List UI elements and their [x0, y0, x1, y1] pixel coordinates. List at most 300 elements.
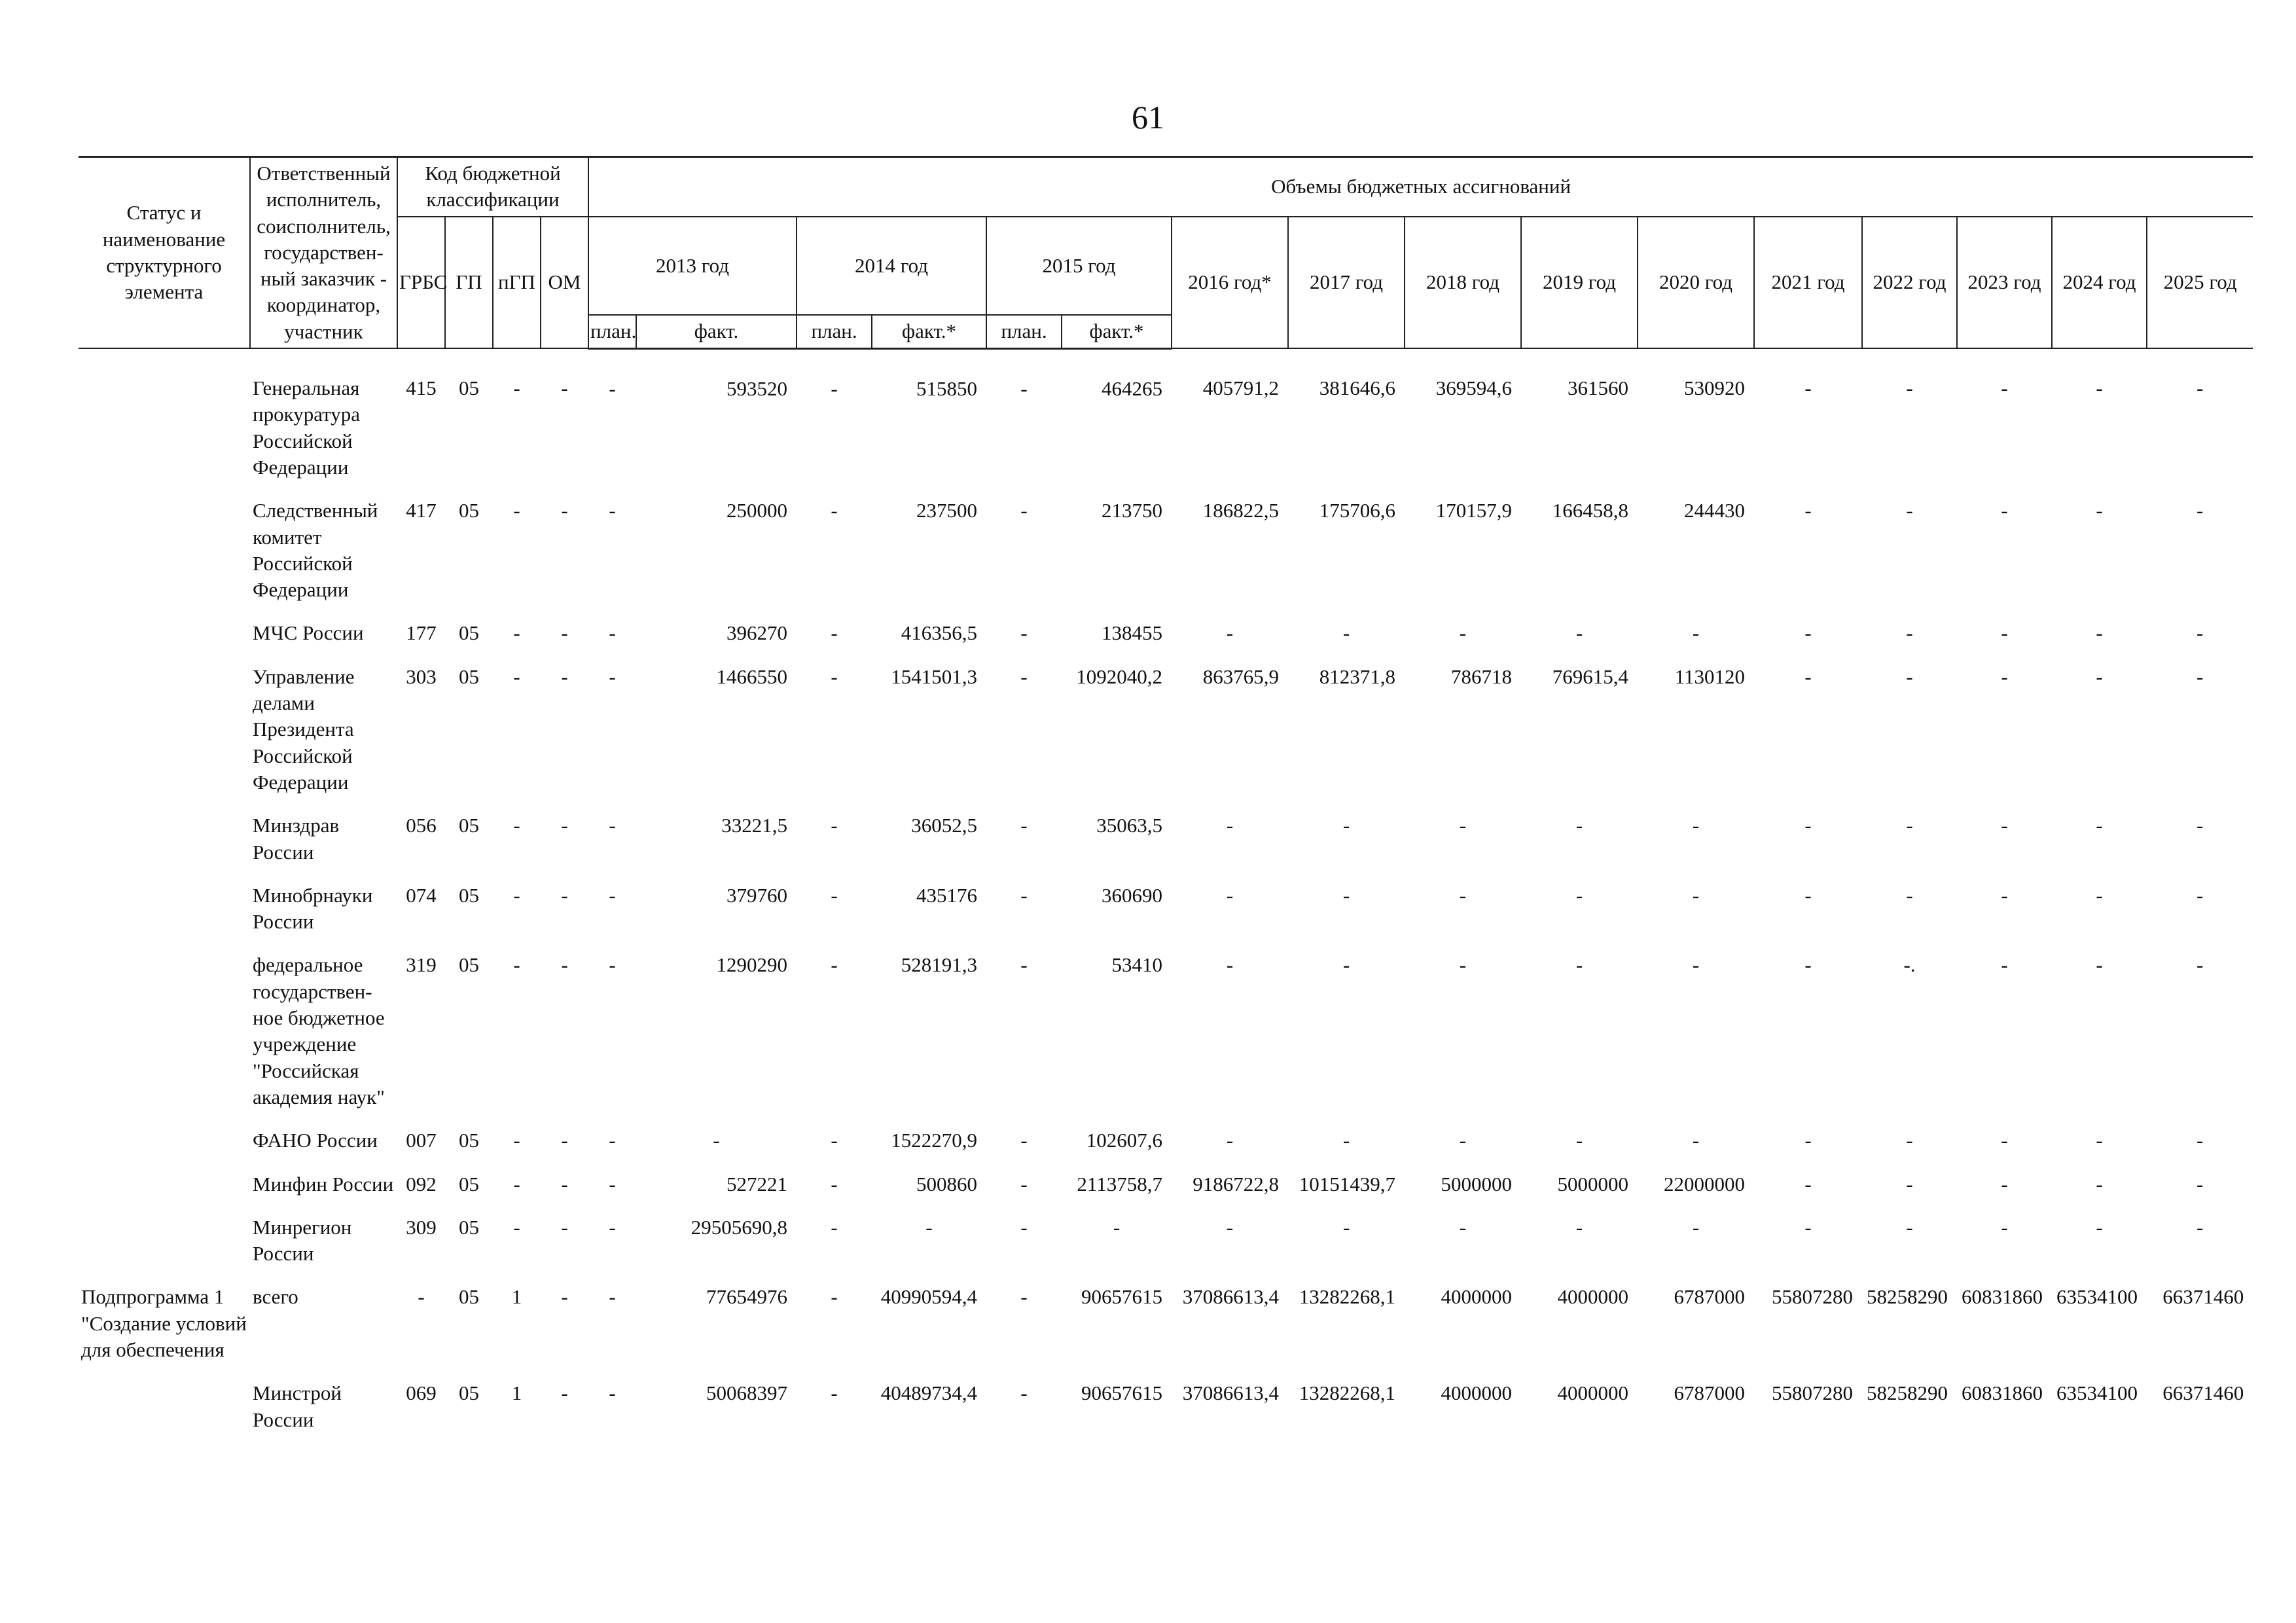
row-cell: -: [1804, 1215, 1812, 1239]
row-cell: -: [1020, 883, 1028, 907]
row-cell: -: [1020, 376, 1028, 400]
row-cell: -: [513, 1129, 520, 1152]
row-cell: 6787000: [1674, 1381, 1746, 1405]
row-cell: 40489734,4: [880, 1381, 978, 1405]
row-cell: 1130120: [1674, 665, 1746, 688]
row-cell: -: [2001, 1215, 2008, 1239]
row-cell: 593520: [726, 376, 788, 400]
header-code-gp: ГП: [445, 217, 493, 348]
row-cell: 515850: [916, 376, 978, 400]
header-code-grbs: ГРБС: [397, 217, 445, 348]
row-executor: всего: [253, 1285, 298, 1309]
row-cell: -: [1804, 376, 1812, 400]
row-cell: 4000000: [1557, 1381, 1629, 1405]
row-cell: -: [1459, 883, 1467, 907]
row-cell: 6787000: [1674, 1285, 1746, 1309]
header-code-group: Код бюджетной классификации: [397, 157, 588, 217]
row-cell: 381646,6: [1319, 376, 1396, 400]
row-cell: -: [1575, 953, 1583, 977]
row-executor: Генеральная прокуратура Российской Федерации: [253, 376, 361, 479]
header-2015-fact: факт.*: [1062, 315, 1172, 348]
header-2015-plan: план.: [986, 315, 1062, 348]
table-row: [79, 488, 2253, 611]
row-cell: -: [1020, 499, 1028, 522]
table-row: [79, 655, 2253, 803]
row-cell: -: [561, 1129, 568, 1152]
row-cell: 416356,5: [901, 621, 978, 645]
row-status: [79, 488, 250, 611]
row-cell: -: [1020, 953, 1028, 977]
row-cell: -: [609, 883, 616, 907]
row-cell: 05: [459, 953, 479, 977]
row-cell: 58258290: [1867, 1285, 1948, 1309]
row-cell: -: [2196, 953, 2204, 977]
row-cell: 05: [459, 1215, 479, 1239]
row-executor: Управление делами Президента Российской Федерации: [253, 665, 355, 793]
row-cell: -: [2001, 665, 2008, 688]
row-status: [79, 1162, 250, 1205]
header-2013-fact: факт.: [636, 315, 797, 348]
row-cell: 66371460: [2162, 1381, 2244, 1405]
row-cell: 812371,8: [1319, 665, 1396, 688]
row-cell: -: [2096, 953, 2103, 977]
row-cell: -: [1575, 883, 1583, 907]
header-year-2023: 2023 год: [1957, 217, 2052, 348]
row-cell: -: [1575, 1215, 1583, 1239]
row-cell: 786718: [1451, 665, 1513, 688]
header-year-2020: 2020 год: [1638, 217, 1754, 348]
row-status: [79, 655, 250, 803]
row-cell: 5000000: [1557, 1172, 1629, 1195]
row-cell: -: [1342, 621, 1350, 645]
row-cell: -: [2196, 814, 2204, 837]
row-cell: 05: [459, 1381, 479, 1405]
row-cell: 2113758,7: [1077, 1172, 1163, 1195]
row-cell: 102607,6: [1086, 1129, 1163, 1152]
row-executor: федеральное государствен-ное бюджетное учреждение "Российская академия наук": [253, 953, 385, 1108]
row-cell: 9186722,8: [1193, 1172, 1280, 1195]
row-cell: -: [561, 1172, 568, 1195]
header-status: Статус и наименование структурного элемента: [79, 157, 250, 349]
row-cell: -: [2096, 665, 2103, 688]
row-cell: 244430: [1684, 499, 1746, 522]
table-row: [79, 1371, 2253, 1441]
row-cell: 056: [406, 814, 437, 837]
row-cell: 319: [406, 953, 437, 977]
row-cell: 05: [459, 499, 479, 522]
row-cell: 007: [406, 1129, 437, 1152]
row-cell: 35063,5: [1096, 814, 1163, 837]
row-cell: 360690: [1102, 883, 1163, 907]
row-cell: -: [513, 953, 520, 977]
row-cell: -: [1692, 1129, 1700, 1152]
row-cell: -: [1342, 814, 1350, 837]
header-2013-plan: план.: [588, 315, 636, 348]
row-cell: -: [1692, 621, 1700, 645]
row-cell: 90657615: [1081, 1381, 1163, 1405]
row-cell: -: [561, 1215, 568, 1239]
row-executor: Минздрав России: [253, 814, 340, 864]
row-cell: -: [1020, 814, 1028, 837]
row-cell: -: [2196, 1215, 2204, 1239]
row-cell: -: [2001, 376, 2008, 400]
row-cell: 36052,5: [911, 814, 978, 837]
row-cell: 5000000: [1441, 1172, 1513, 1195]
row-cell: -: [2096, 1172, 2103, 1195]
row-cell: 37086613,4: [1182, 1285, 1280, 1309]
row-status: Подпрограмма 1 "Создание условий для обеспечения: [81, 1285, 247, 1361]
row-cell: 10151439,7: [1299, 1172, 1396, 1195]
header-year-2019: 2019 год: [1521, 217, 1638, 348]
row-cell: -: [513, 376, 520, 400]
header-code-pgp: пГП: [493, 217, 541, 348]
table-row: [79, 1162, 2253, 1205]
budget-allocation-table: [79, 156, 2253, 1441]
row-cell: -: [831, 883, 838, 907]
row-cell: -: [561, 814, 568, 837]
header-year-2015: 2015 год: [986, 217, 1172, 316]
row-cell: -: [1226, 1215, 1234, 1239]
row-cell: -: [1692, 883, 1700, 907]
header-year-2024: 2024 год: [2052, 217, 2147, 348]
header-year-2016: 2016 год*: [1172, 217, 1288, 348]
row-cell: 213750: [1102, 499, 1163, 522]
row-cell: 361560: [1568, 376, 1629, 400]
row-cell: -: [513, 1172, 520, 1195]
row-cell: 05: [459, 376, 479, 400]
row-cell: 05: [459, 1172, 479, 1195]
row-cell: -: [1804, 1172, 1812, 1195]
row-cell: -: [1804, 621, 1812, 645]
row-cell: -: [1226, 953, 1234, 977]
row-cell: -: [609, 953, 616, 977]
row-cell: -: [609, 814, 616, 837]
row-cell: 177: [406, 621, 437, 645]
row-cell: -: [1020, 665, 1028, 688]
row-cell: -: [561, 376, 568, 400]
row-cell: 435176: [916, 883, 978, 907]
row-cell: -: [513, 1215, 520, 1239]
row-cell: -: [831, 376, 838, 400]
row-cell: -: [1459, 814, 1467, 837]
row-cell: -.: [1903, 953, 1916, 977]
row-cell: -: [2001, 883, 2008, 907]
row-cell: 05: [459, 1285, 479, 1309]
row-cell: 05: [459, 883, 479, 907]
row-cell: -: [513, 499, 520, 522]
row-cell: 63534100: [2056, 1285, 2138, 1309]
row-cell: 77654976: [706, 1285, 788, 1309]
row-cell: -: [418, 1285, 425, 1309]
row-cell: -: [1804, 499, 1812, 522]
row-cell: -: [513, 665, 520, 688]
row-cell: 05: [459, 621, 479, 645]
row-cell: -: [1906, 814, 1913, 837]
row-cell: -: [1113, 1215, 1121, 1239]
row-cell: 1092040,2: [1076, 665, 1163, 688]
row-cell: 13282268,1: [1299, 1381, 1396, 1405]
row-cell: 55807280: [1772, 1381, 1854, 1405]
row-cell: -: [1020, 1172, 1028, 1195]
row-cell: 379760: [726, 883, 788, 907]
row-cell: -: [2096, 883, 2103, 907]
row-cell: -: [1804, 953, 1812, 977]
row-cell: -: [2196, 376, 2204, 400]
row-cell: -: [831, 1172, 838, 1195]
table-row: [79, 943, 2253, 1118]
table-row: [79, 611, 2253, 654]
row-cell: -: [561, 1381, 568, 1405]
row-cell: -: [1459, 621, 1467, 645]
row-cell: -: [609, 1172, 616, 1195]
table-row: [79, 1118, 2253, 1161]
row-executor: Минстрой России: [253, 1381, 342, 1431]
header-executor: Ответственный исполнитель, соисполнитель, государствен-ный заказчик - координатор, участник: [250, 157, 397, 349]
row-cell: -: [561, 499, 568, 522]
table-row: [79, 873, 2253, 943]
row-status: [79, 873, 250, 943]
row-cell: -: [831, 953, 838, 977]
row-cell: 05: [459, 814, 479, 837]
row-cell: 303: [406, 665, 437, 688]
header-2014-fact: факт.*: [872, 315, 986, 348]
header-year-2018: 2018 год: [1405, 217, 1521, 348]
row-cell: 60831860: [1962, 1285, 2043, 1309]
row-cell: -: [831, 814, 838, 837]
row-cell: -: [1459, 1129, 1467, 1152]
header-volumes-group: Объемы бюджетных ассигнований: [588, 157, 2253, 217]
row-cell: -: [2196, 1172, 2204, 1195]
row-cell: -: [1342, 1129, 1350, 1152]
row-cell: -: [1906, 376, 1913, 400]
row-cell: -: [609, 1285, 616, 1309]
row-cell: 58258290: [1867, 1381, 1948, 1405]
row-cell: -: [2096, 499, 2103, 522]
header-2014-plan: план.: [797, 315, 872, 348]
row-cell: -: [2001, 1129, 2008, 1152]
row-cell: -: [609, 376, 616, 400]
row-cell: 417: [406, 499, 437, 522]
row-cell: 250000: [726, 499, 788, 522]
row-cell: -: [1804, 1129, 1812, 1152]
row-cell: 175706,6: [1319, 499, 1396, 522]
row-cell: -: [609, 621, 616, 645]
header-year-2025: 2025 год: [2147, 217, 2253, 348]
row-cell: 415: [406, 376, 437, 400]
row-cell: -: [1906, 1215, 1913, 1239]
row-status: [79, 803, 250, 873]
row-cell: -: [2096, 1215, 2103, 1239]
row-executor: Минфин России: [253, 1172, 394, 1195]
row-cell: -: [1020, 1215, 1028, 1239]
row-executor: Минрегион России: [253, 1215, 352, 1266]
row-cell: -: [609, 1381, 616, 1405]
row-cell: -: [1226, 621, 1234, 645]
row-cell: 13282268,1: [1299, 1285, 1396, 1309]
row-cell: -: [1020, 1129, 1028, 1152]
row-cell: -: [1575, 1129, 1583, 1152]
row-cell: -: [831, 499, 838, 522]
row-cell: -: [1804, 814, 1812, 837]
row-cell: -: [1226, 883, 1234, 907]
row-cell: -: [561, 883, 568, 907]
row-cell: -: [831, 1285, 838, 1309]
row-cell: -: [513, 883, 520, 907]
row-cell: -: [2001, 499, 2008, 522]
row-cell: 464265: [1102, 376, 1163, 400]
row-status: [79, 1371, 250, 1441]
row-cell: -: [1906, 883, 1913, 907]
row-cell: -: [1342, 883, 1350, 907]
row-cell: 1: [511, 1285, 522, 1309]
row-cell: 092: [406, 1172, 437, 1195]
row-cell: -: [609, 499, 616, 522]
row-cell: 138455: [1102, 621, 1163, 645]
table-row: [79, 348, 2253, 488]
row-cell: -: [561, 1285, 568, 1309]
row-cell: -: [513, 814, 520, 837]
row-cell: 074: [406, 883, 437, 907]
row-cell: 55807280: [1772, 1285, 1854, 1309]
row-cell: -: [1342, 953, 1350, 977]
row-cell: -: [1692, 953, 1700, 977]
row-cell: 50068397: [706, 1381, 788, 1405]
row-cell: -: [561, 621, 568, 645]
row-cell: 05: [459, 1129, 479, 1152]
row-cell: 37086613,4: [1182, 1381, 1280, 1405]
row-cell: -: [1575, 814, 1583, 837]
row-cell: -: [831, 1381, 838, 1405]
row-cell: -: [1692, 814, 1700, 837]
row-cell: -: [713, 1129, 720, 1152]
row-cell: 40990594,4: [880, 1285, 978, 1309]
row-cell: -: [2001, 1172, 2008, 1195]
row-cell: 237500: [916, 499, 978, 522]
row-cell: -: [1020, 1285, 1028, 1309]
row-cell: 05: [459, 665, 479, 688]
row-cell: 29505690,8: [691, 1215, 788, 1239]
row-cell: -: [1906, 499, 1913, 522]
row-cell: 528191,3: [901, 953, 978, 977]
row-executor: МЧС России: [253, 621, 364, 645]
row-cell: 186822,5: [1202, 499, 1280, 522]
row-cell: 500860: [916, 1172, 978, 1195]
row-cell: -: [513, 621, 520, 645]
row-cell: -: [1906, 621, 1913, 645]
row-cell: -: [1906, 1172, 1913, 1195]
row-cell: 1: [511, 1381, 522, 1405]
header-year-2017: 2017 год: [1288, 217, 1405, 348]
row-cell: -: [2096, 814, 2103, 837]
row-cell: -: [1020, 1381, 1028, 1405]
row-cell: -: [2196, 883, 2204, 907]
row-cell: 769615,4: [1552, 665, 1629, 688]
row-cell: 60831860: [1962, 1381, 2043, 1405]
row-cell: -: [1020, 621, 1028, 645]
row-cell: 309: [406, 1215, 437, 1239]
row-cell: 1522270,9: [891, 1129, 978, 1152]
row-cell: 66371460: [2162, 1285, 2244, 1309]
row-cell: -: [1804, 665, 1812, 688]
page-number: 61: [1132, 99, 1164, 136]
row-cell: 530920: [1684, 376, 1746, 400]
row-cell: 22000000: [1664, 1172, 1746, 1195]
row-cell: -: [1459, 953, 1467, 977]
header-year-2021: 2021 год: [1754, 217, 1862, 348]
table-row: [79, 1275, 2253, 1371]
row-cell: 405791,2: [1202, 376, 1280, 400]
table-row: [79, 803, 2253, 873]
row-executor: Минобрнауки России: [253, 883, 373, 934]
row-cell: -: [2096, 621, 2103, 645]
row-cell: -: [2001, 621, 2008, 645]
row-cell: -: [831, 621, 838, 645]
row-cell: -: [609, 1129, 616, 1152]
row-cell: -: [2096, 376, 2103, 400]
row-cell: -: [2001, 953, 2008, 977]
row-cell: -: [1906, 1129, 1913, 1152]
row-status: [79, 611, 250, 654]
row-cell: -: [2001, 814, 2008, 837]
row-cell: -: [1692, 1215, 1700, 1239]
row-cell: -: [2196, 499, 2204, 522]
row-cell: -: [609, 665, 616, 688]
row-cell: 33221,5: [721, 814, 788, 837]
row-cell: -: [2096, 1129, 2103, 1152]
row-cell: -: [2196, 1129, 2204, 1152]
header-year-2014: 2014 год: [797, 217, 986, 316]
header-code-om: ОМ: [541, 217, 588, 348]
table-body: [79, 348, 2253, 1441]
row-cell: -: [831, 665, 838, 688]
row-cell: 63534100: [2056, 1381, 2138, 1405]
row-cell: 1466550: [716, 665, 788, 688]
row-cell: -: [2196, 621, 2204, 645]
row-cell: 166458,8: [1552, 499, 1629, 522]
header-year-2013: 2013 год: [588, 217, 797, 316]
row-cell: 4000000: [1441, 1285, 1513, 1309]
row-cell: -: [1459, 1215, 1467, 1239]
row-cell: -: [831, 1129, 838, 1152]
row-cell: 863765,9: [1202, 665, 1280, 688]
row-cell: 396270: [726, 621, 788, 645]
row-cell: 1541501,3: [891, 665, 978, 688]
row-status: [79, 1205, 250, 1275]
row-cell: -: [1226, 1129, 1234, 1152]
row-cell: -: [925, 1215, 933, 1239]
row-cell: -: [1342, 1215, 1350, 1239]
row-cell: 527221: [726, 1172, 788, 1195]
row-executor: ФАНО России: [253, 1129, 378, 1152]
row-cell: -: [561, 953, 568, 977]
row-cell: -: [1804, 883, 1812, 907]
row-status: [79, 348, 250, 488]
row-cell: 4000000: [1441, 1381, 1513, 1405]
row-status: [79, 1118, 250, 1161]
row-cell: 069: [406, 1381, 437, 1405]
row-cell: -: [2196, 665, 2204, 688]
row-cell: -: [561, 665, 568, 688]
row-cell: -: [1575, 621, 1583, 645]
header-year-2022: 2022 год: [1862, 217, 1957, 348]
row-executor: Следственный комитет Российской Федерации: [253, 499, 378, 602]
row-status: [79, 943, 250, 1118]
row-cell: 90657615: [1081, 1285, 1163, 1309]
row-cell: -: [831, 1215, 838, 1239]
row-cell: -: [1906, 665, 1913, 688]
row-cell: 170157,9: [1435, 499, 1513, 522]
row-cell: 1290290: [716, 953, 788, 977]
